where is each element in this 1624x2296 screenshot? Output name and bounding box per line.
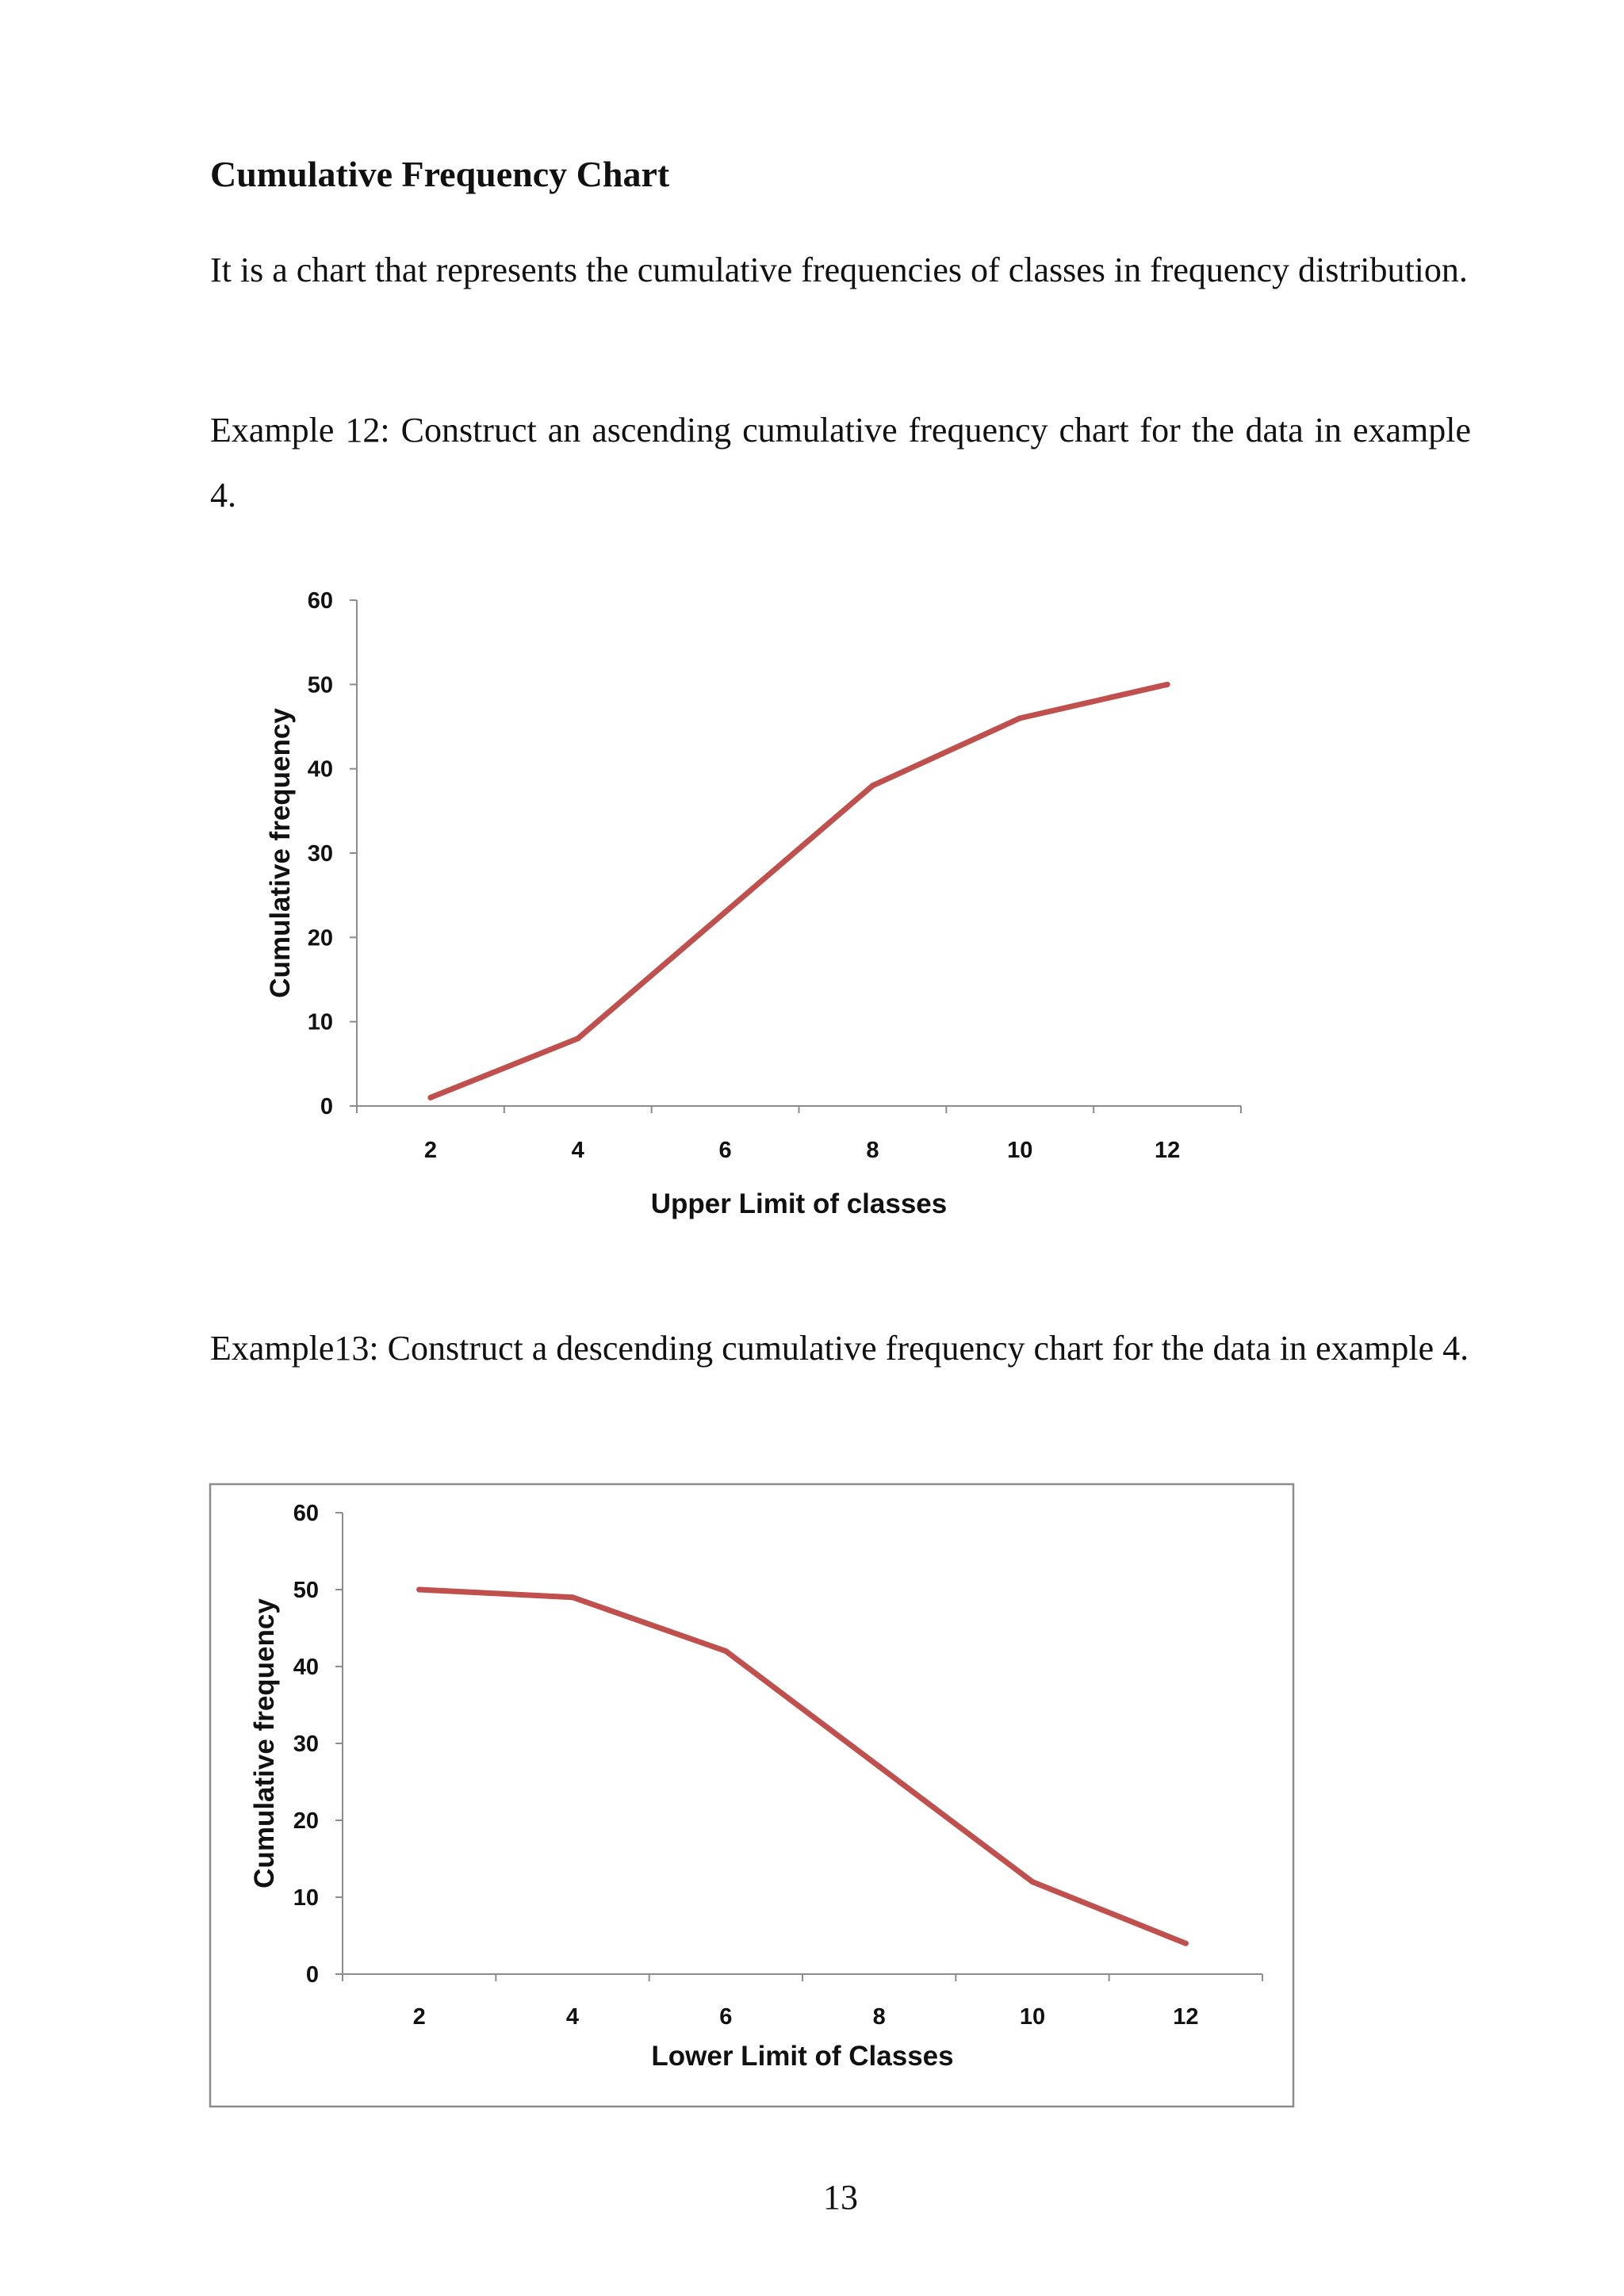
x-axis-title: Lower Limit of Classes (651, 2041, 954, 2072)
data-point (1017, 715, 1023, 721)
y-tick-label: 30 (293, 1732, 319, 1757)
x-tick-label: 8 (872, 2004, 886, 2030)
data-point (1183, 1941, 1189, 1946)
x-tick-label: 10 (1007, 1138, 1033, 1163)
y-tick-label: 0 (320, 1094, 333, 1119)
data-point (570, 1594, 576, 1600)
y-axis-title: Cumulative frequency (265, 708, 296, 998)
y-tick-label: 60 (293, 1501, 319, 1526)
data-point (723, 1648, 729, 1654)
chart-frame (210, 1484, 1293, 2107)
data-point (876, 1764, 882, 1770)
y-tick-label: 20 (307, 925, 333, 951)
y-tick-label: 60 (307, 588, 333, 614)
y-tick-label: 50 (293, 1578, 319, 1603)
data-point (1030, 1879, 1036, 1885)
y-tick-label: 40 (307, 756, 333, 783)
data-point (427, 1095, 433, 1100)
x-tick-label: 4 (565, 2004, 580, 2030)
chart-1-content (265, 588, 1241, 1219)
y-tick-label: 40 (293, 1655, 319, 1680)
chart-2-content (210, 1484, 1293, 2107)
x-tick-label: 2 (423, 1138, 437, 1163)
y-tick-label: 10 (307, 1009, 333, 1035)
x-tick-label: 6 (718, 1138, 732, 1163)
x-tick-label: 12 (1173, 2004, 1199, 2030)
x-tick-label: 12 (1154, 1138, 1181, 1163)
page-number: 13 (823, 2178, 858, 2217)
data-point (870, 783, 875, 788)
x-axis-title: Upper Limit of classes (650, 1188, 948, 1219)
data-point (722, 909, 728, 915)
x-tick-label: 4 (571, 1138, 584, 1163)
y-tick-label: 20 (293, 1808, 319, 1834)
definition-paragraph: It is a chart that represents the cumulative frequencies of classes in frequency distribution. (210, 251, 1468, 289)
y-tick-label: 10 (293, 1885, 319, 1911)
x-tick-label: 10 (1019, 2004, 1046, 2030)
ascending-cumulative-frequency-chart (0, 571, 1624, 1284)
descending-cumulative-frequency-chart (0, 1475, 1624, 2125)
y-tick-label: 0 (305, 1962, 319, 1988)
data-point (1165, 682, 1170, 687)
series-line (431, 684, 1167, 1097)
x-tick-label: 8 (866, 1138, 879, 1163)
data-point (575, 1035, 580, 1041)
section-heading: Cumulative Frequency Chart (210, 154, 670, 194)
x-tick-label: 2 (412, 2004, 426, 2030)
example-13-text: Example13: Construct a descending cumulative frequency chart for the data in example 4. (210, 1329, 1469, 1368)
x-tick-label: 6 (719, 2004, 733, 2030)
y-axis-title: Cumulative frequency (249, 1598, 280, 1888)
data-point (416, 1587, 422, 1593)
example-12-text: Example 12: Construct an ascending cumulative frequency chart for the data in example 4. (210, 411, 1471, 515)
y-tick-label: 50 (307, 672, 333, 698)
y-tick-label: 30 (307, 841, 333, 867)
